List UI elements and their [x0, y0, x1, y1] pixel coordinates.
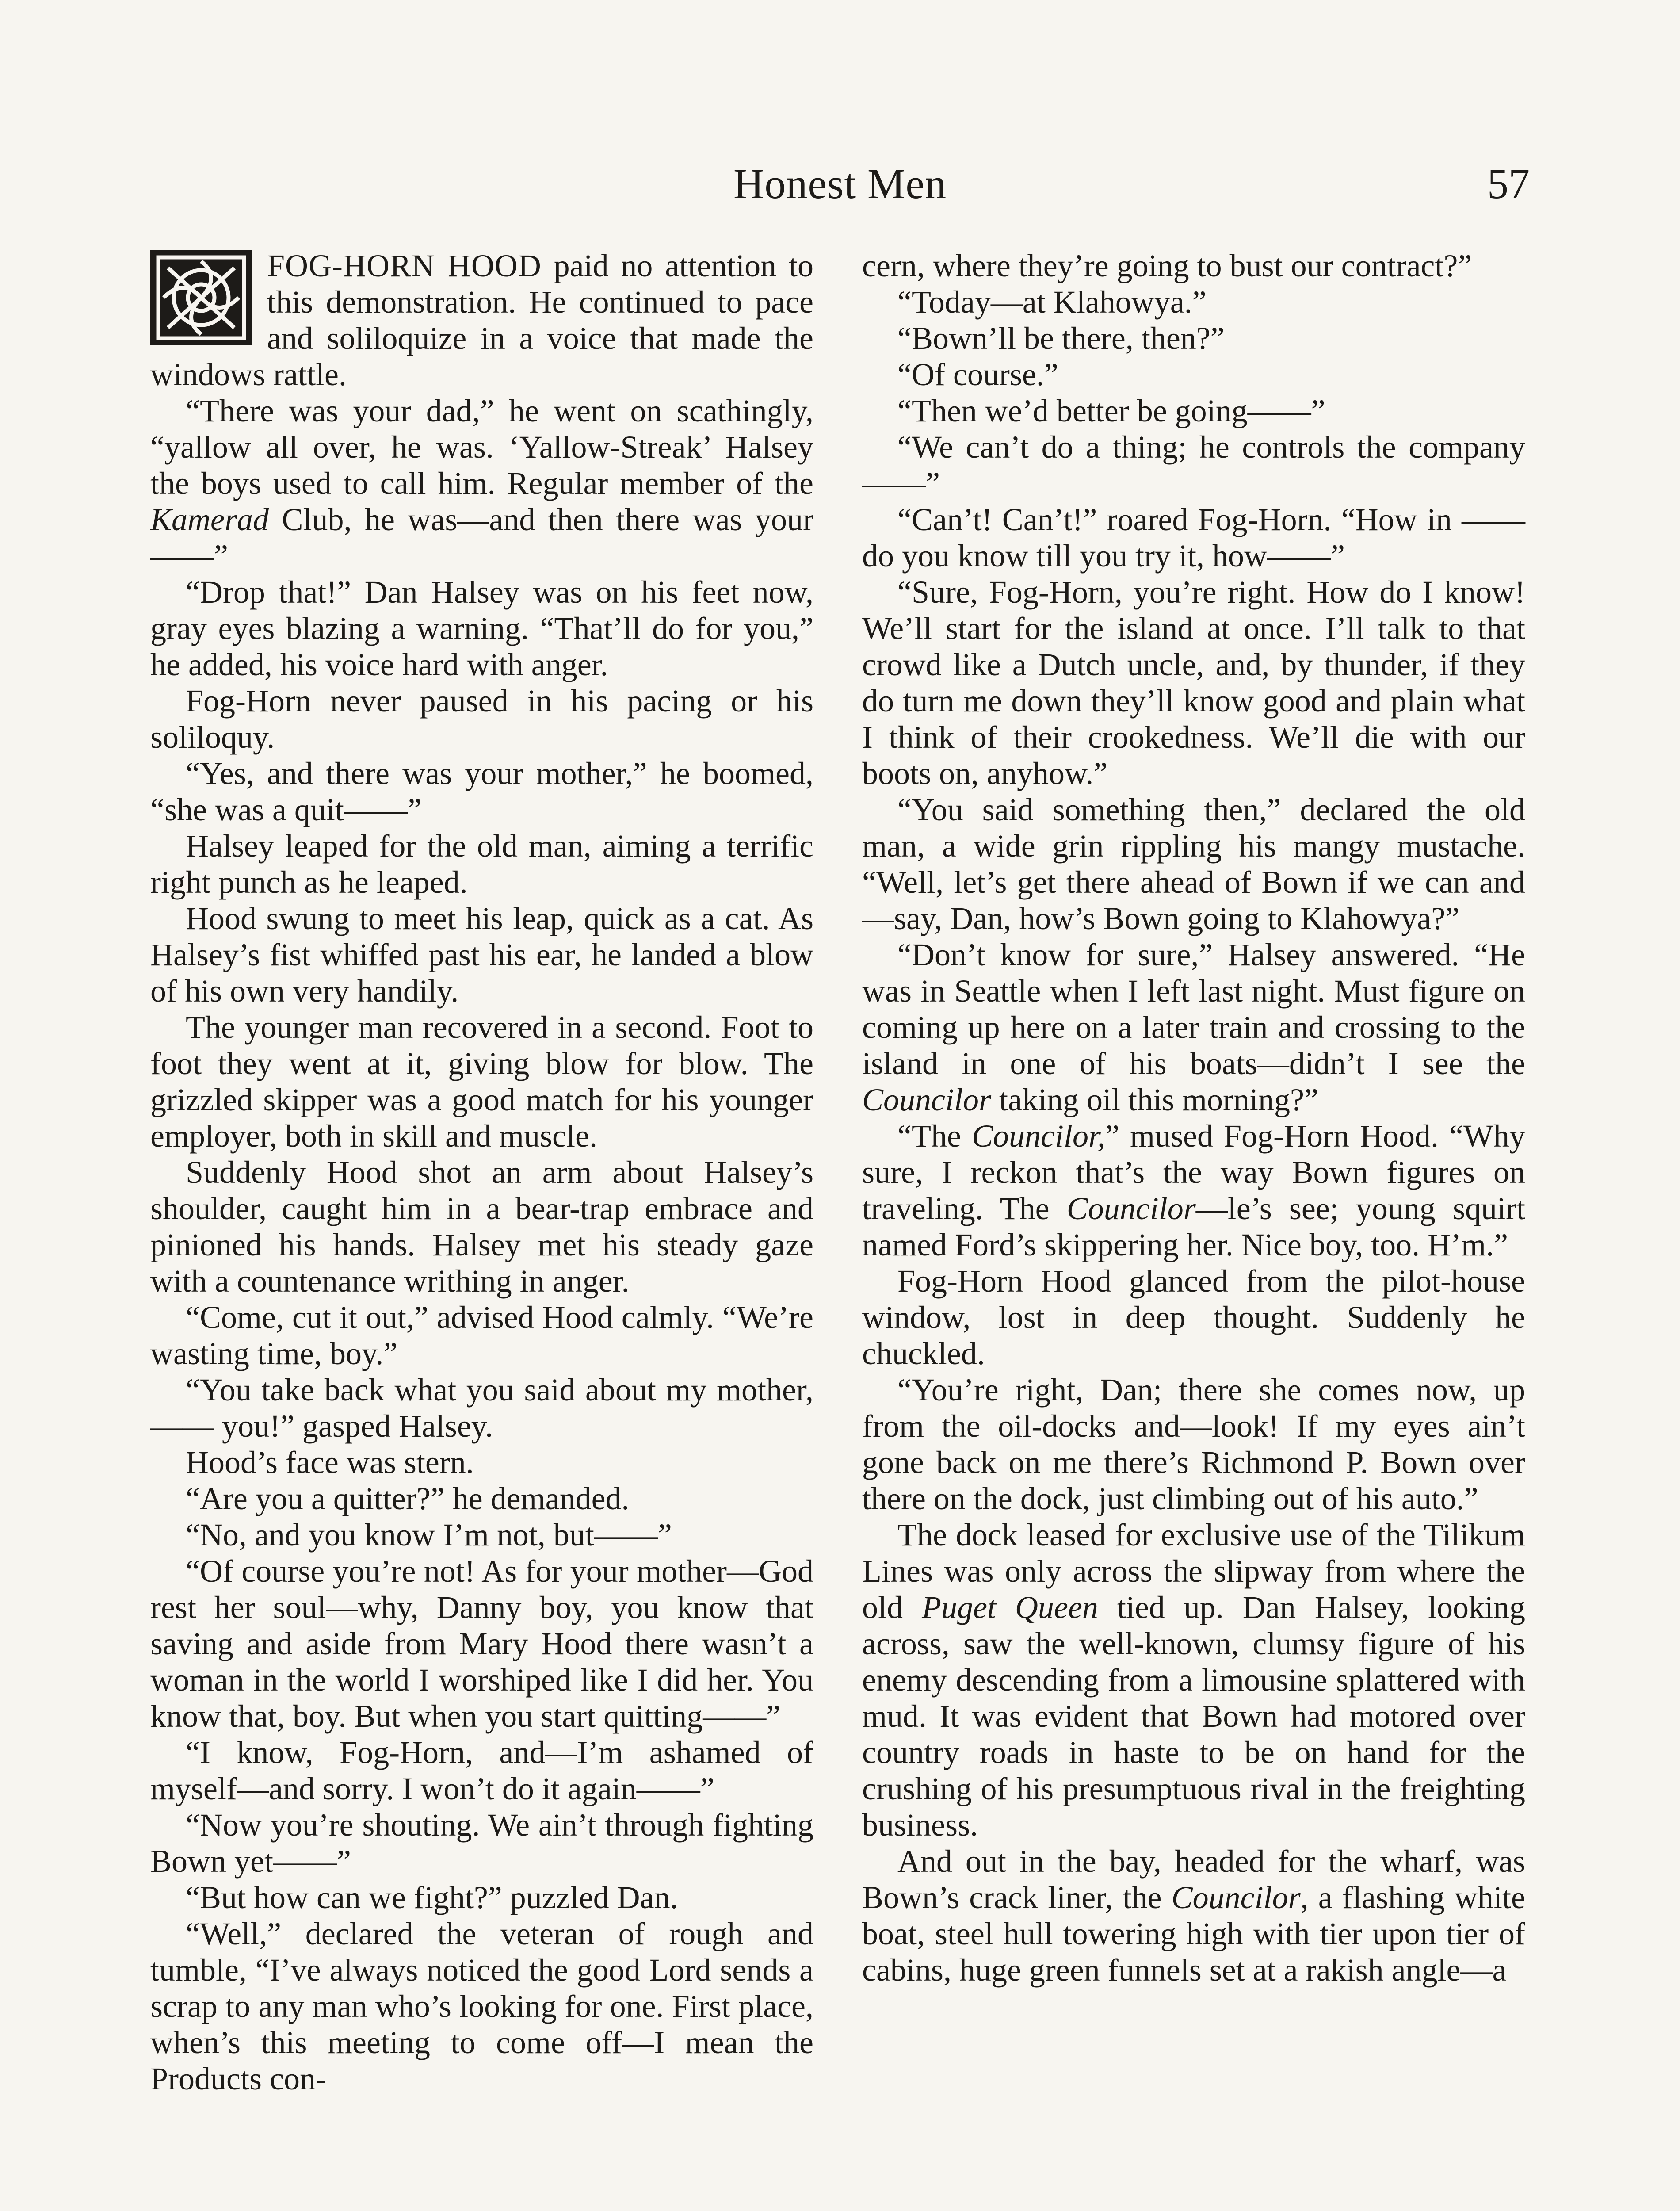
- paragraph: “No, and you know I’m not, but——”: [186, 1517, 672, 1553]
- opening-paragraph: [150, 248, 813, 393]
- paragraph-continuation: cern, where they’re going to bust our contract?”: [862, 248, 1472, 283]
- paragraph-text: “The: [897, 1118, 972, 1154]
- paragraph: Suddenly Hood shot an arm about Halsey’s shoulder, caught him in a bear-trap embrace and pinioned his hands. Halsey met his steady gaze with a countenance writhing in anger.: [150, 1155, 813, 1299]
- paragraph: [862, 1517, 1525, 1843]
- paragraph: The younger man recovered in a second. Foot to foot they went at it, giving blow for blow. The grizzled skipper was a good match for his younger employer, both in skill and muscle.: [150, 1010, 813, 1154]
- paragraph: “Now you’re shouting. We ain’t through fighting Bown yet——”: [150, 1807, 813, 1879]
- paragraph: “Then we’d better be going——”: [897, 393, 1325, 428]
- ornamental-knot-icon: [150, 250, 252, 345]
- running-title: Honest Men: [733, 160, 947, 207]
- paragraph: “Drop that!” Dan Halsey was on his feet now, gray eyes blazing a warning. “That’ll do for you,” he added, his voice hard with anger.: [150, 574, 813, 682]
- paragraph: Fog-Horn never paused in his pacing or his soliloquy.: [150, 683, 813, 755]
- paragraph: “I know, Fog-Horn, and—I’m ashamed of myself—and sorry. I won’t do it again——”: [150, 1735, 813, 1806]
- paragraph: Fog-Horn Hood glanced from the pilot-house window, lost in deep thought. Suddenly he chuckled.: [862, 1263, 1525, 1371]
- paragraph: “Can’t! Can’t!” roared Fog-Horn. “How in —— do you know till you try it, how——”: [862, 502, 1525, 574]
- paragraph: “We can’t do a thing; he controls the company——”: [862, 429, 1525, 501]
- paragraph-text: tied up. Dan Halsey, looking across, saw the well-known, clumsy figure of his enemy descending from a limousine splattered with mud. It was evident that Bown had motored over country roads in haste to be on hand for the crushing of his presumptuous rival in the freighting business.: [862, 1590, 1525, 1843]
- paragraph: [862, 1118, 1525, 1263]
- paragraph: “Of course you’re not! As for your mother—God rest her soul—why, Danny boy, you know that saving and aside from Mary Hood there wasn’t a woman in the world I worshiped like I did her. You know that, boy. But when you start quitting——”: [150, 1553, 813, 1734]
- running-head: [150, 159, 1530, 217]
- paragraph: [862, 1843, 1525, 1988]
- paragraph: “Yes, and there was your mother,” he boomed, “she was a quit——”: [150, 756, 813, 827]
- italic-ship-name: Councilor: [862, 1082, 992, 1117]
- paragraph: “You said something then,” declared the old man, a wide grin rippling his mangy mustache. “Well, let’s get there ahead of Bown if we can and—say, Dan, how’s Bown going to Klahowya?”: [862, 792, 1525, 936]
- right-column: [862, 248, 1525, 1988]
- italic-ship-name: Councilor: [1066, 1191, 1196, 1226]
- italic-ship-name: Puget Queen: [922, 1590, 1098, 1625]
- paragraph: “Are you a quitter?” he demanded.: [186, 1481, 630, 1516]
- italic-ship-name: Councilor: [1171, 1880, 1301, 1915]
- paragraph-text: —le’s see; young squirt named Ford’s skippering her. Nice boy, too. H’m.”: [862, 1191, 1525, 1262]
- italic-ship-name: Kamerad: [150, 502, 269, 537]
- paragraph: [862, 937, 1525, 1118]
- italic-ship-name: Councilor,: [971, 1118, 1105, 1154]
- paragraph: “You’re right, Dan; there she comes now, up from the oil-docks and—look! If my eyes ain’t gone back on me there’s Richmond P. Bown over there on the dock, just climbing out of his auto.”: [862, 1372, 1525, 1516]
- opening-text: paid no attention to this demonstration. He continued to pace and soliloquize in a voice that made the windows rattle.: [150, 248, 813, 392]
- paragraph: “Sure, Fog-Horn, you’re right. How do I know! We’ll start for the island at once. I’ll talk to that crowd like a Dutch uncle, and, by thunder, if they do turn me down they’ll know good and plain what I think of their crookedness. We’ll die with our boots on, anyhow.”: [862, 574, 1525, 791]
- paragraph-text: “There was your dad,” he went on scathingly, “yallow all over, he was. ‘Yallow-Streak’ Halsey the boys used to call him. Regular member of the: [150, 393, 813, 501]
- paragraph: “Well,” declared the veteran of rough and tumble, “I’ve always noticed the good Lord sends a scrap to any man who’s looking for one. First place, when’s this meeting to come off—I mean the Products con-: [150, 1916, 813, 2096]
- paragraph: “Of course.”: [897, 357, 1058, 392]
- paragraph-text: And out in the bay, headed for the wharf, was Bown’s crack liner, the: [862, 1844, 1525, 1915]
- paragraph: [150, 393, 813, 574]
- paragraph-text: , a flashing white boat, steel hull towering high with tier upon tier of cabins, huge green funnels set at a rakish angle—a: [862, 1880, 1525, 1988]
- paragraph-text: taking oil this morning?”: [991, 1082, 1318, 1117]
- paragraph-text: Club, he was—and then there was your——”: [150, 502, 813, 574]
- page-number: 57: [1487, 160, 1530, 207]
- paragraph-text: The dock leased for exclusive use of the Tilikum Lines was only across the slipway from where the old: [862, 1517, 1525, 1625]
- paragraph-text: “Don’t know for sure,” Halsey answered. “He was in Seattle when I left last night. Must figure on coming up here on a later train and crossing to the island in one of his boats—didn’t I see the: [862, 937, 1525, 1081]
- paragraph: Hood swung to meet his leap, quick as a cat. As Halsey’s fist whiffed past his ear, he landed a blow of his own very handily.: [150, 901, 813, 1009]
- paragraph-text: ” mused Fog-Horn Hood. “Why sure, I reckon that’s the way Bown figures on traveling. The: [862, 1118, 1525, 1226]
- paragraph: Halsey leaped for the old man, aiming a terrific right punch as he leaped.: [150, 828, 813, 900]
- paragraph: “Today—at Klahowya.”: [897, 284, 1207, 320]
- opening-lead-words: FOG-HORN HOOD: [267, 248, 542, 283]
- paragraph: “Bown’ll be there, then?”: [897, 321, 1225, 356]
- paragraph: Hood’s face was stern.: [186, 1445, 474, 1480]
- paragraph: “Come, cut it out,” advised Hood calmly. “We’re wasting time, boy.”: [150, 1300, 813, 1371]
- left-column: [150, 248, 813, 2097]
- paragraph: “But how can we fight?” puzzled Dan.: [186, 1880, 678, 1915]
- paragraph: “You take back what you said about my mother, —— you!” gasped Halsey.: [150, 1372, 813, 1444]
